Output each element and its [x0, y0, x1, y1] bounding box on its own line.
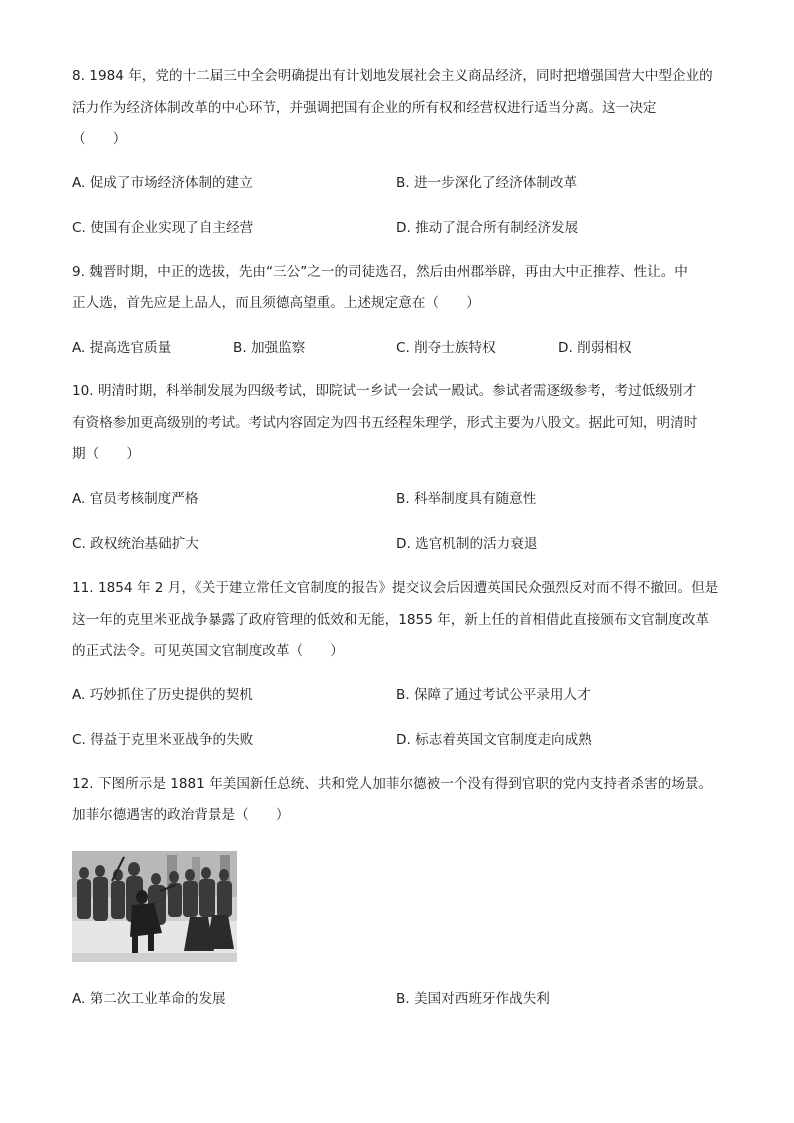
- q12-stem-line-1: 12. 下图所示是 1881 年美国新任总统、共和党人加菲尔德被一个没有得到官职的党内支持者杀害的场景。: [72, 776, 713, 792]
- q11-stem-line-3: 的正式法令。可见英国文官制度改革（ ）: [72, 643, 344, 659]
- q9-option-d[interactable]: D. 削弱相权: [558, 340, 632, 356]
- q11-option-d[interactable]: D. 标志着英国文官制度走向成熟: [396, 732, 592, 748]
- q8-stem-line-1: 8. 1984 年，党的十二届三中全会明确提出有计划地发展社会主义商品经济，同时把增强国营大中型企业的: [72, 68, 713, 84]
- q9-stem-line-1: 9. 魏晋时期，中正的选拔，先由“三公”之一的司徒选召，然后由州郡举辟，再由大中正推荐、性让。中: [72, 264, 688, 280]
- q12-option-b[interactable]: B. 美国对西班牙作战失利: [396, 991, 550, 1007]
- garfield-assassination-engraving: [72, 851, 237, 962]
- q10-stem-line-1: 10. 明清时期，科举制发展为四级考试，即院试一乡试一会试一殿试。参试者需逐级参考，考过低级别才: [72, 383, 697, 399]
- q8-option-c[interactable]: C. 使国有企业实现了自主经营: [72, 220, 254, 236]
- q10-option-a[interactable]: A. 官员考核制度严格: [72, 491, 199, 507]
- q9-option-a[interactable]: A. 提高选官质量: [72, 340, 172, 356]
- q10-option-b[interactable]: B. 科举制度具有随意性: [396, 491, 537, 507]
- q11-option-c[interactable]: C. 得益于克里米亚战争的失败: [72, 732, 254, 748]
- q10-stem-line-2: 有资格参加更高级别的考试。考试内容固定为四书五经程朱理学，形式主要为八股文。据此可知，明清时: [72, 415, 698, 431]
- q12-stem-line-2: 加菲尔德遇害的政治背景是（ ）: [72, 807, 290, 823]
- q9-option-b[interactable]: B. 加强监察: [233, 340, 306, 356]
- q8-option-d[interactable]: D. 推动了混合所有制经济发展: [396, 220, 579, 236]
- q11-option-a[interactable]: A. 巧妙抓住了历史提供的契机: [72, 687, 253, 703]
- q10-option-c[interactable]: C. 政权统治基础扩大: [72, 536, 199, 552]
- q11-stem-line-2: 这一年的克里米亚战争暴露了政府管理的低效和无能，1855 年，新上任的首相借此直接颁布文官制度改革: [72, 612, 710, 628]
- q8-stem-line-3: （ ）: [72, 131, 127, 147]
- q8-stem-line-2: 活力作为经济体制改革的中心环节，并强调把国有企业的所有权和经营权进行适当分离。这一决定: [72, 100, 657, 116]
- q8-option-b[interactable]: B. 进一步深化了经济体制改革: [396, 175, 578, 191]
- engraving-illustration: [72, 851, 237, 962]
- q11-option-b[interactable]: B. 保障了通过考试公平录用人才: [396, 687, 591, 703]
- q11-stem-line-1: 11. 1854 年 2 月，《关于建立常任文官制度的报告》提交议会后因遭英国民众强烈反对而不得不撤回。但是: [72, 580, 719, 596]
- q10-option-d[interactable]: D. 选官机制的活力衰退: [396, 536, 538, 552]
- q9-option-c[interactable]: C. 削夺士族特权: [396, 340, 496, 356]
- q9-stem-line-2: 正人选，首先应是上品人，而且须德高望重。上述规定意在（ ）: [72, 295, 480, 311]
- q8-option-a[interactable]: A. 促成了市场经济体制的建立: [72, 175, 253, 191]
- q12-option-a[interactable]: A. 第二次工业革命的发展: [72, 991, 226, 1007]
- q10-stem-line-3: 期（ ）: [72, 446, 140, 462]
